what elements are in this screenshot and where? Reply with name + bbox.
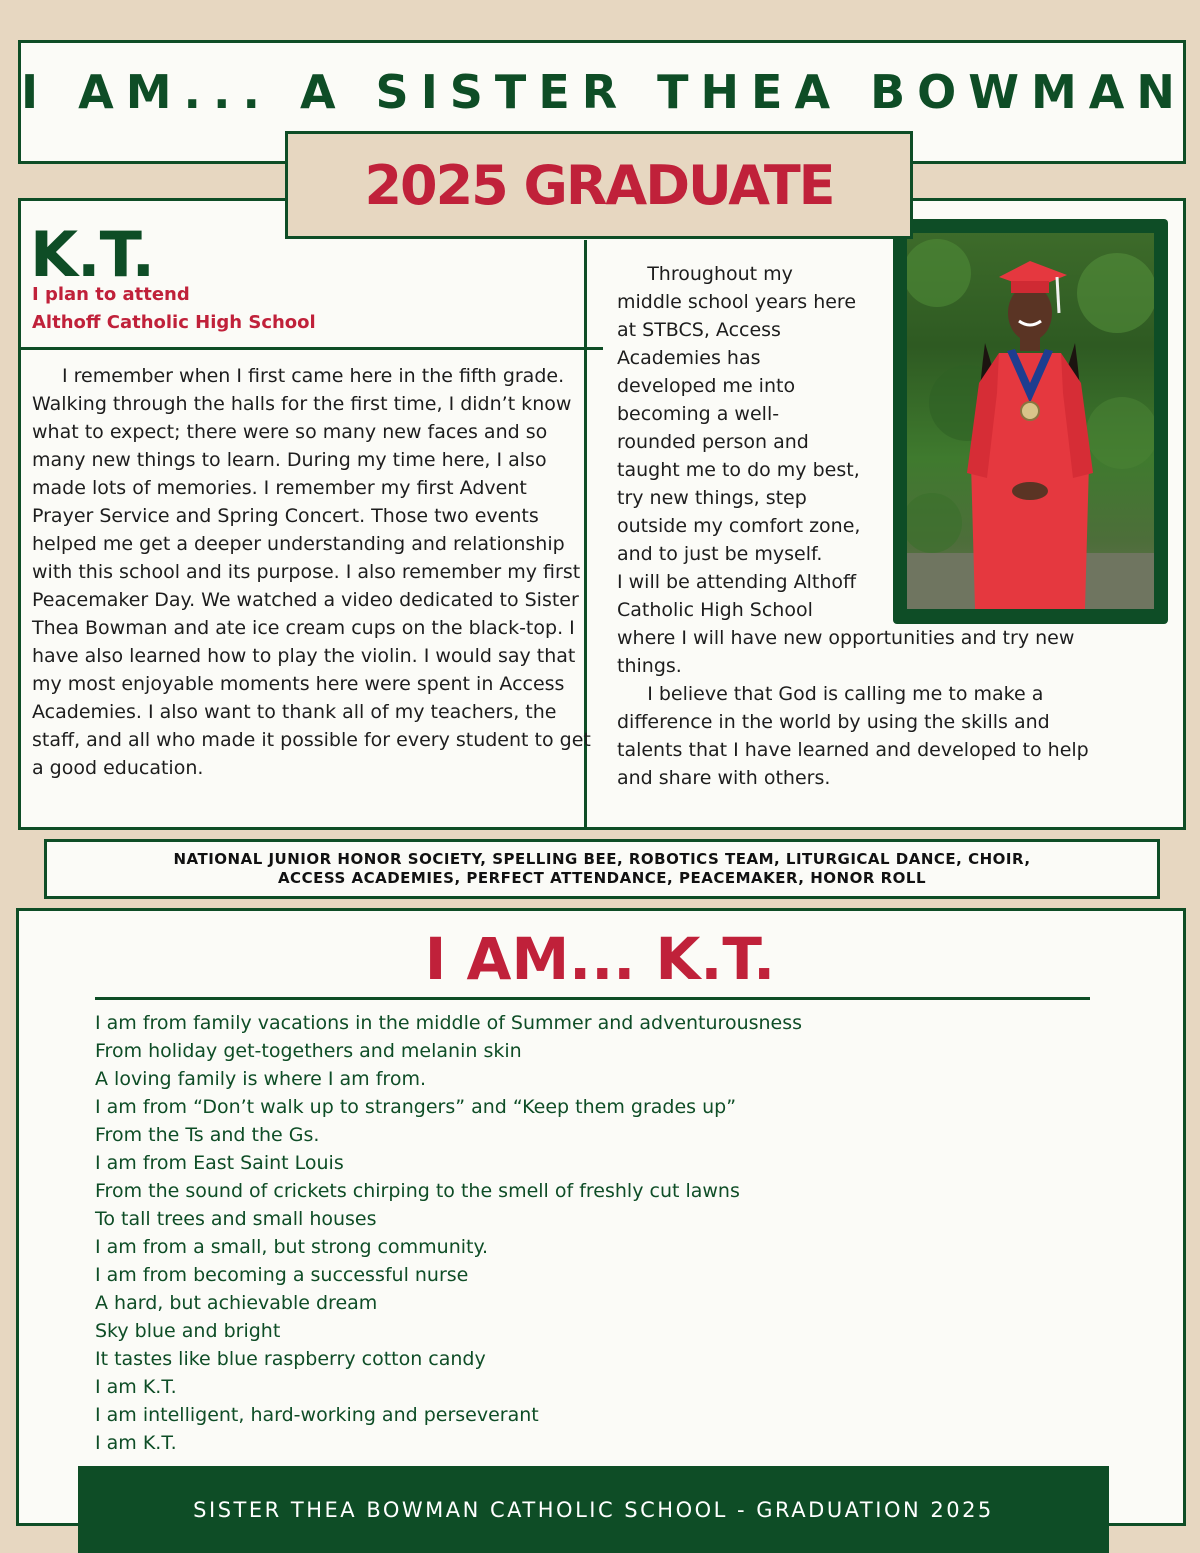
reflection-line: and share with others. <box>617 767 831 789</box>
reflection-line: Academies has <box>617 347 761 369</box>
activities-box <box>44 839 1160 899</box>
poem-line: I am from becoming a successful nurse <box>95 1264 469 1286</box>
activities-line-1: NATIONAL JUNIOR HONOR SOCIETY, SPELLING BEE, ROBOTICS TEAM, LITURGICAL DANCE, CHOIR, <box>173 850 1031 868</box>
activities-line-2: ACCESS ACADEMIES, PERFECT ATTENDANCE, PEACEMAKER, HONOR ROLL <box>277 869 927 887</box>
reflection-line: difference in the world by using the skills and <box>617 711 1050 733</box>
poem-line: I am from East Saint Louis <box>95 1152 344 1174</box>
poem-line: Sky blue and bright <box>95 1320 281 1342</box>
poem-title: I AM... K.T. <box>424 925 776 993</box>
poem-line: A loving family is where I am from. <box>95 1068 426 1090</box>
poem-line: I am K.T. <box>95 1376 177 1398</box>
reflection-line: middle school years here <box>617 291 857 313</box>
reflection-line: and to just be myself. <box>617 543 823 565</box>
photo-frame <box>893 219 1168 624</box>
reflection-line: things. <box>617 655 682 677</box>
reflection-line: Catholic High School <box>617 599 813 621</box>
reflection-line: talents that I have learned and developed to help <box>617 739 1089 761</box>
poem-line: From the sound of crickets chirping to the smell of freshly cut lawns <box>95 1180 740 1202</box>
poem-line: From the Ts and the Gs. <box>95 1124 320 1146</box>
reflection-line: I will be attending Althoff <box>617 571 857 593</box>
student-name: K.T. <box>30 218 155 291</box>
footer-text: SISTER THEA BOWMAN CATHOLIC SCHOOL - GRADUATION 2025 <box>193 1497 994 1522</box>
footer-bar <box>78 1466 1109 1553</box>
poem-line: I am K.T. <box>95 1432 177 1454</box>
reflection-line: developed me into <box>617 375 796 397</box>
reflection-line: outside my comfort zone, <box>617 515 861 537</box>
reflection-line: rounded person and <box>617 431 809 453</box>
reflection-line: Throughout my <box>617 263 793 285</box>
reflection-line: taught me to do my best, <box>617 459 860 481</box>
poem-line: A hard, but achievable dream <box>95 1292 378 1314</box>
poem-line: I am from “Don’t walk up to strangers” and “Keep them grades up” <box>95 1096 737 1118</box>
graduate-banner: 2025 GRADUATE <box>285 131 913 239</box>
plan-school: Althoff Catholic High School <box>32 312 316 333</box>
reflection-line: where I will have new opportunities and try new <box>617 627 1075 649</box>
poem-line: I am intelligent, hard-working and perseverant <box>95 1404 539 1426</box>
poem-line: It tastes like blue raspberry cotton candy <box>95 1348 486 1370</box>
name-divider <box>18 347 603 350</box>
poem-divider <box>95 997 1090 1000</box>
poem-line: I am from a small, but strong community. <box>95 1236 489 1258</box>
page-title: I AM... A SISTER THEA BOWMAN <box>21 65 1187 119</box>
memories-paragraph: I remember when I first came here in the fifth grade. Walking through the halls for the first time, I didn’t know what to expect; there were so many new faces and so many new things to learn. During my time here, I also made lots of memories. I remember my first Advent Prayer Service and Spring Concert. Those two events helped me get a deeper understanding and relationship with this school and its purpose. I also remember my first Peacemaker Day. We watched a video dedicated to Sister Thea Bowman and ate ice cream cups on the black-top. I have also learned how to play the violin. I would say that my most enjoyable moments here were spent in Access Academies. I also want to thank all of my teachers, the staff, and all who made it possible for every student to get a good education. <box>32 365 591 779</box>
poem-line: From holiday get-togethers and melanin skin <box>95 1040 522 1062</box>
graduate-photo <box>907 233 1154 609</box>
reflection-line: I believe that God is calling me to make a <box>617 683 1044 705</box>
plan-label: I plan to attend <box>32 284 190 305</box>
poem-line: I am from family vacations in the middle of Summer and adventurousness <box>95 1012 803 1034</box>
reflection-line: at STBCS, Access <box>617 319 781 341</box>
graduate-illustration <box>907 233 1154 609</box>
reflection-line: try new things, step <box>617 487 807 509</box>
reflection-line: becoming a well- <box>617 403 780 425</box>
poem-line: To tall trees and small houses <box>95 1208 377 1230</box>
